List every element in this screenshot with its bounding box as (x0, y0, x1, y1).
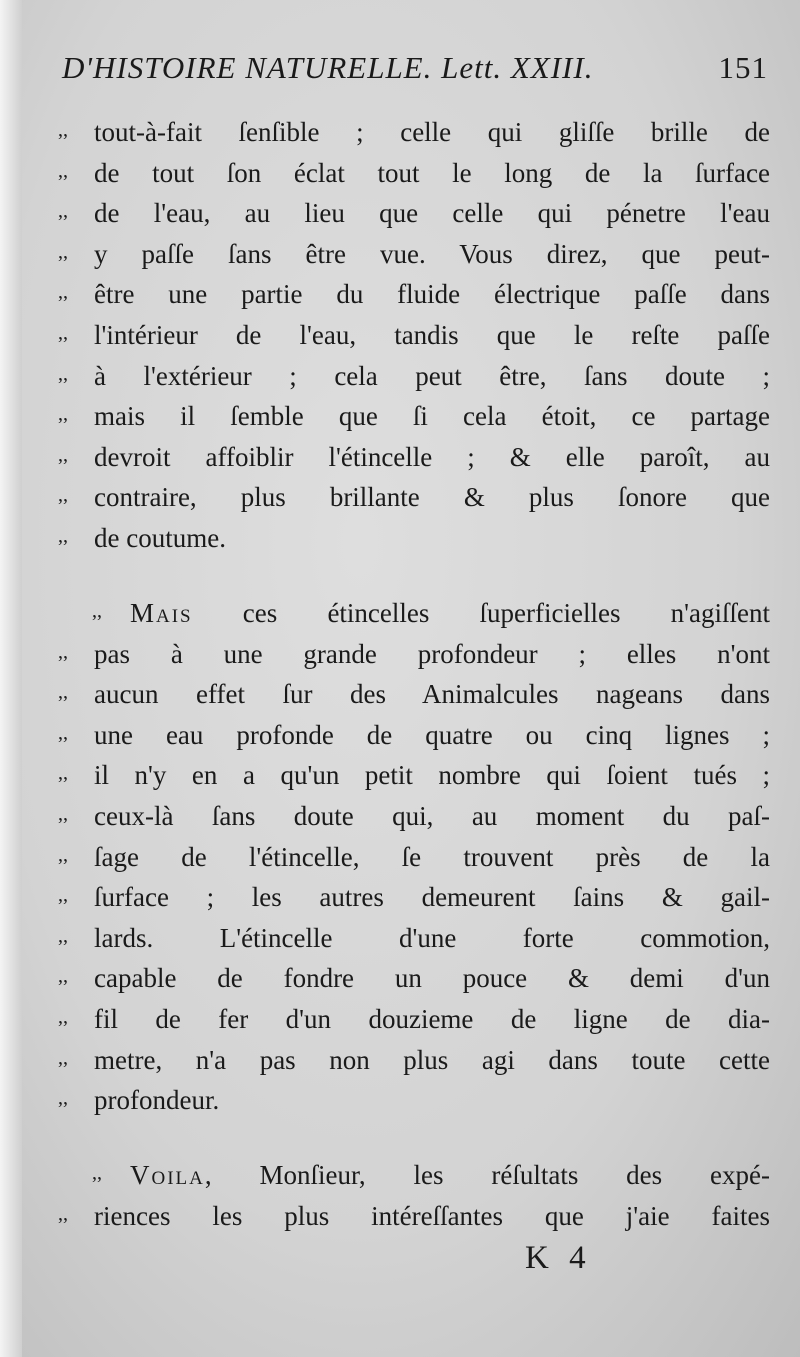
text-line (0, 1160, 800, 1201)
line-text (130, 1160, 770, 1191)
lead-caps: Voila (130, 1160, 205, 1190)
text-line (0, 239, 800, 280)
quote-mark: ,, (58, 762, 68, 785)
line-text: riences les plus intéreſſantes que j'aie faites (94, 1200, 770, 1231)
line-text: de coutume. (94, 522, 226, 553)
quote-mark: ,, (58, 843, 68, 866)
text-line (0, 720, 800, 761)
text-line (0, 1045, 800, 1086)
text-line (0, 117, 800, 158)
page-number: 151 (718, 50, 768, 85)
text-line (0, 1201, 800, 1242)
paragraph-2 (0, 598, 800, 1126)
paragraph-3 (0, 1160, 800, 1241)
quote-mark: ,, (58, 119, 68, 141)
line-text: à l'extérieur ; cela peut être, ſans doute ; (94, 360, 770, 391)
quote-mark: ,, (58, 443, 68, 466)
text-line (0, 442, 800, 483)
text-line (0, 923, 800, 964)
quote-mark: ,, (58, 1202, 68, 1225)
text-line (0, 1004, 800, 1045)
line-text: y paſſe ſans être vue. Vous direz, que peut- (94, 238, 770, 269)
line-text: mais il ſemble que ſi cela étoit, ce partage (94, 401, 770, 432)
text-line (0, 279, 800, 320)
running-title: D'HISTOIRE NATURELLE. Lett. XXIII. (62, 50, 594, 85)
text-line (0, 198, 800, 239)
line-text: tout-à-fait ſenſible ; celle qui gliſſe brille de (94, 117, 770, 147)
quote-mark: ,, (58, 321, 68, 344)
line-text: lards. L'étincelle d'une forte commotion, (94, 922, 770, 953)
quote-mark: ,, (58, 884, 68, 907)
quote-mark: ,, (58, 924, 68, 947)
quote-mark: ,, (58, 362, 68, 385)
text-line (0, 482, 800, 523)
line-text (130, 598, 770, 629)
line-text: ſurface ; les autres demeurent ſains & gail- (94, 882, 770, 913)
text-line (0, 158, 800, 199)
text-line (0, 320, 800, 361)
quote-mark: ,, (58, 240, 68, 263)
text-line (0, 679, 800, 720)
quote-mark: ,, (58, 1005, 68, 1028)
text-line (0, 963, 800, 1004)
quote-mark: ,, (58, 200, 68, 223)
text-line (0, 801, 800, 842)
line-text: fil de fer d'un douzieme de ligne de dia- (94, 1003, 770, 1034)
quote-mark: ,, (58, 681, 68, 704)
line-text: être une partie du fluide électrique paſſe dans (94, 279, 770, 310)
text-line (0, 882, 800, 923)
text-line (0, 760, 800, 801)
text-line (0, 598, 800, 639)
line-text: de l'eau, au lieu que celle qui pénetre l'eau (94, 198, 770, 229)
quote-mark: ,, (58, 1046, 68, 1069)
text-line (0, 523, 800, 564)
line-text: devroit affoiblir l'étincelle ; & elle paroît, au (94, 441, 770, 472)
line-text: capable de fondre un pouce & demi d'un (94, 963, 770, 994)
text-line (0, 639, 800, 680)
text-line (0, 401, 800, 442)
text-line (0, 361, 800, 402)
quote-mark: ,, (58, 281, 68, 304)
line-text: pas à une grande profondeur ; elles n'ont (94, 638, 770, 669)
quote-mark: ,, (58, 1087, 68, 1110)
line-text: l'intérieur de l'eau, tandis que le reſte paſſe (94, 319, 770, 350)
quote-mark: ,, (58, 159, 68, 182)
running-header (62, 50, 772, 86)
quote-mark: ,, (58, 640, 68, 663)
quote-mark: ,, (58, 802, 68, 825)
quote-mark: ,, (58, 721, 68, 744)
line-text: une eau profonde de quatre ou cinq lignes ; (94, 719, 770, 750)
paragraph-1 (0, 117, 800, 564)
quote-mark: ,, (58, 965, 68, 988)
line-text: aucun effet ſur des Animalcules nageans dans (94, 679, 770, 710)
line-text: profondeur. (94, 1085, 220, 1116)
quote-mark: ,, (58, 403, 68, 426)
line-text-rest: , Monſieur, les réſultats des expé- (204, 1160, 770, 1190)
line-text: il n'y en a qu'un petit nombre qui ſoient tués ; (94, 760, 770, 791)
line-text: de tout ſon éclat tout le long de la ſurface (94, 157, 770, 188)
line-text: ceux-là ſans doute qui, au moment du paſ- (94, 800, 770, 831)
quote-mark: ,, (58, 484, 68, 507)
quote-mark: ,, (92, 1162, 102, 1184)
text-line (0, 1085, 800, 1126)
quote-mark: ,, (58, 524, 68, 547)
text-line (0, 842, 800, 883)
line-text: contraire, plus brillante & plus ſonore que (94, 482, 770, 513)
lead-caps: Mais (130, 598, 193, 628)
line-text: ſage de l'étincelle, ſe trouvent près de la (94, 841, 770, 872)
line-text-rest: ces étincelles ſuperficielles n'agiſſent (242, 598, 770, 628)
line-text: metre, n'a pas non plus agi dans toute cette (94, 1044, 770, 1075)
quote-mark: ,, (92, 600, 102, 622)
signature-mark: K 4 (525, 1240, 592, 1276)
